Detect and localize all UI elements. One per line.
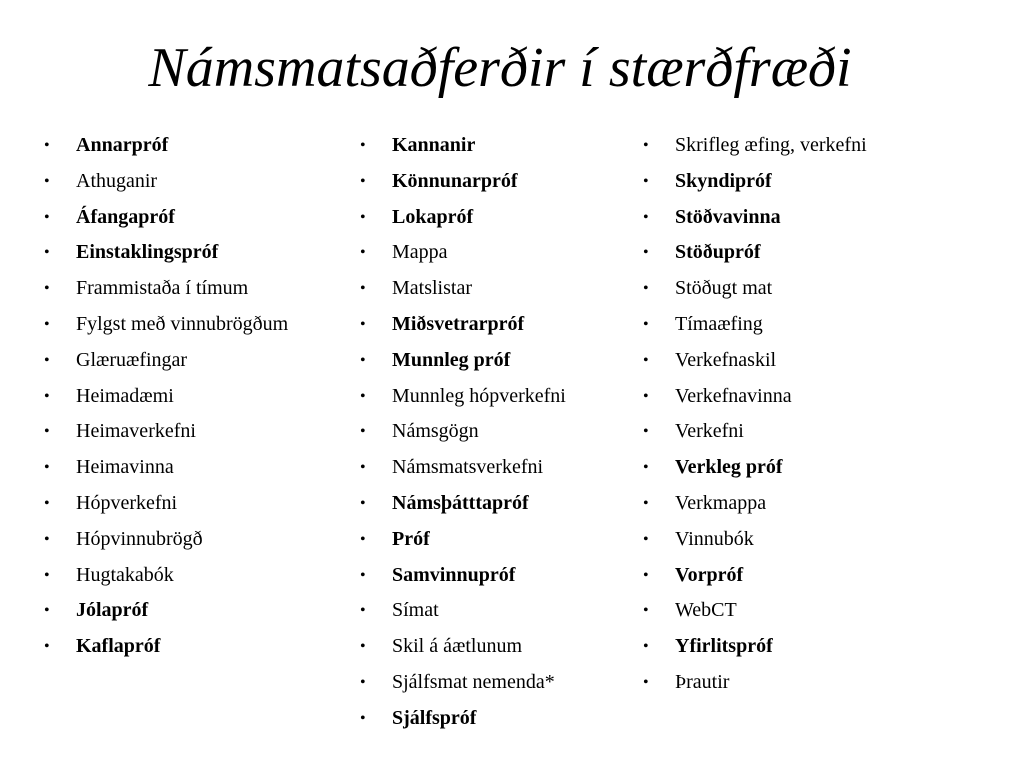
- list-item: [360, 522, 566, 558]
- list-item-label: Munnleg próf: [392, 348, 511, 371]
- list-item-label: Próf: [392, 527, 430, 550]
- bullet-icon: •: [44, 280, 50, 298]
- bullet-icon: •: [360, 387, 366, 405]
- list-item: [360, 307, 566, 343]
- bullet-icon: •: [44, 137, 50, 154]
- bullet-icon: •: [643, 566, 649, 584]
- bullet-icon: •: [360, 137, 366, 154]
- list-item-label: Hópverkefni: [76, 491, 178, 514]
- bullet-icon: •: [360, 638, 366, 656]
- list-item: [44, 593, 288, 629]
- bullet-icon: •: [360, 459, 366, 477]
- bullet-icon: •: [643, 530, 649, 548]
- list-item-label: Þrautir: [675, 670, 730, 693]
- list-item-label: Miðsvetrarpróf: [392, 312, 525, 335]
- list-item: [360, 343, 566, 379]
- bullet-icon: •: [360, 208, 366, 226]
- list-item-label: Annarpróf: [76, 134, 169, 156]
- bullet-icon: •: [44, 566, 50, 584]
- list-item: [360, 200, 566, 236]
- list-item-label: Verkefnaskil: [675, 348, 777, 371]
- bullet-icon: •: [44, 172, 50, 190]
- list-item: [643, 164, 867, 200]
- list-item-label: Könnunarpróf: [392, 169, 518, 192]
- list-item: [360, 701, 566, 737]
- list-item: [643, 235, 867, 271]
- list-item-label: Stöðugt mat: [675, 277, 773, 300]
- bullet-icon: •: [643, 315, 649, 333]
- bullet-icon: •: [360, 602, 366, 620]
- list-item-label: Jólapróf: [76, 599, 149, 622]
- list-item-label: Munnleg hópverkefni: [392, 384, 566, 407]
- list-item-label: Símat: [392, 599, 439, 622]
- list-item-label: Verkleg próf: [675, 456, 783, 479]
- list-item-label: Yfirlitspróf: [675, 635, 773, 658]
- list-item-label: Sjálfsmat nemenda*: [392, 670, 555, 693]
- bullet-icon: •: [44, 423, 50, 441]
- list-item: [44, 164, 288, 200]
- list-item: [360, 593, 566, 629]
- list-item-label: Hugtakabók: [76, 563, 174, 586]
- list-item-label: WebCT: [675, 599, 737, 622]
- list-item-label: Skyndipróf: [675, 169, 772, 192]
- bullet-icon: •: [44, 315, 50, 333]
- list-item-label: Frammistaða í tímum: [76, 277, 249, 300]
- slide-title: Námsmatsaðferðir í stærðfræði: [148, 37, 852, 99]
- list-item: [643, 200, 867, 236]
- list-item-label: Skil á áætlunum: [392, 635, 522, 658]
- list-item: [643, 379, 867, 415]
- list-item: [360, 558, 566, 594]
- list-item-label: Stöðvavinna: [675, 205, 781, 228]
- list-item-label: Námsmatsverkefni: [392, 456, 544, 479]
- bullet-icon: •: [643, 387, 649, 405]
- bullet-icon: •: [643, 459, 649, 477]
- list-item: [44, 343, 288, 379]
- list-item: [44, 235, 288, 271]
- list-item-label: Heimaverkefni: [76, 420, 196, 443]
- list-item: [360, 164, 566, 200]
- list-item: [44, 307, 288, 343]
- bullet-icon: •: [360, 530, 366, 548]
- list-item: [44, 522, 288, 558]
- list-item: [44, 450, 288, 486]
- bullet-icon: •: [643, 673, 649, 691]
- list-item: [643, 307, 867, 343]
- bullet-icon: •: [360, 423, 366, 441]
- list-item: [360, 450, 566, 486]
- list-item: [44, 200, 288, 236]
- list-item: [360, 629, 566, 665]
- bullet-icon: •: [643, 494, 649, 512]
- list-item-label: Verkefni: [675, 420, 744, 443]
- list-item: [360, 235, 566, 271]
- bullet-icon: •: [44, 494, 50, 512]
- assessment-list-column-1: [44, 128, 288, 665]
- bullet-icon: •: [360, 315, 366, 333]
- list-item-label: Einstaklingspróf: [76, 241, 219, 264]
- list-item-label: Verkmappa: [675, 491, 767, 514]
- list-item: [44, 271, 288, 307]
- list-item-label: Lokapróf: [392, 205, 474, 228]
- list-item: [643, 593, 867, 629]
- list-item: [643, 486, 867, 522]
- list-item-label: Samvinnupróf: [392, 563, 516, 586]
- list-item: [643, 128, 867, 164]
- list-item-label: Vinnubók: [675, 527, 754, 550]
- list-item-label: Tímaæfing: [675, 312, 763, 335]
- list-item: [360, 128, 566, 164]
- list-item-label: Hópvinnubrögð: [76, 527, 203, 550]
- list-item: [643, 271, 867, 307]
- bullet-icon: •: [360, 351, 366, 369]
- list-item: [360, 665, 566, 701]
- bullet-icon: •: [643, 208, 649, 226]
- list-item: [643, 450, 867, 486]
- bullet-icon: •: [360, 244, 366, 262]
- list-item-label: Matslistar: [392, 277, 472, 300]
- bullet-icon: •: [44, 244, 50, 262]
- assessment-list-column-2: [360, 128, 566, 737]
- bullet-icon: •: [360, 172, 366, 190]
- list-item: [44, 629, 288, 665]
- list-item-label: Kannanir: [392, 134, 476, 156]
- bullet-icon: •: [643, 423, 649, 441]
- list-item-label: Heimavinna: [76, 456, 174, 479]
- bullet-icon: •: [360, 673, 366, 691]
- bullet-icon: •: [44, 387, 50, 405]
- list-item: [44, 558, 288, 594]
- list-item-label: Námsþátttapróf: [392, 491, 529, 514]
- list-item: [44, 379, 288, 415]
- list-item: [360, 379, 566, 415]
- list-item-label: Athuganir: [76, 169, 158, 192]
- list-item-label: Verkefnavinna: [675, 384, 792, 407]
- bullet-icon: •: [360, 566, 366, 584]
- list-item: [643, 414, 867, 450]
- bullet-icon: •: [360, 494, 366, 512]
- list-item-label: Stöðupróf: [675, 241, 761, 264]
- list-item: [360, 271, 566, 307]
- bullet-icon: •: [643, 638, 649, 656]
- list-item-label: Glæruæfingar: [76, 348, 188, 371]
- bullet-icon: •: [44, 602, 50, 620]
- bullet-icon: •: [44, 351, 50, 369]
- bullet-icon: •: [643, 280, 649, 298]
- list-item: [360, 486, 566, 522]
- list-item: [643, 522, 867, 558]
- list-item: [643, 343, 867, 379]
- list-item-label: Sjálfspróf: [392, 706, 477, 729]
- list-item-label: Áfangapróf: [76, 205, 175, 228]
- list-item-label: Kaflapróf: [76, 635, 161, 658]
- bullet-icon: •: [360, 709, 366, 727]
- bullet-icon: •: [44, 638, 50, 656]
- list-item-label: Fylgst með vinnubrögðum: [76, 312, 289, 335]
- list-item-label: Skrifleg æfing, verkefni: [675, 134, 867, 156]
- list-item-label: Mappa: [392, 241, 448, 264]
- list-item-label: Heimadæmi: [76, 384, 174, 407]
- bullet-icon: •: [643, 137, 649, 154]
- list-item: [44, 414, 288, 450]
- list-item: [44, 128, 288, 164]
- bullet-icon: •: [44, 208, 50, 226]
- bullet-icon: •: [643, 244, 649, 262]
- bullet-icon: •: [44, 530, 50, 548]
- bullet-icon: •: [643, 172, 649, 190]
- bullet-icon: •: [643, 351, 649, 369]
- bullet-icon: •: [44, 459, 50, 477]
- list-item: [643, 665, 867, 701]
- bullet-icon: •: [643, 602, 649, 620]
- list-item: [643, 558, 867, 594]
- list-item-label: Vorpróf: [675, 563, 744, 586]
- list-item: [44, 486, 288, 522]
- assessment-list-column-3: [643, 128, 867, 701]
- list-item: [360, 414, 566, 450]
- list-item-label: Námsgögn: [392, 420, 479, 443]
- bullet-icon: •: [360, 280, 366, 298]
- list-item: [643, 629, 867, 665]
